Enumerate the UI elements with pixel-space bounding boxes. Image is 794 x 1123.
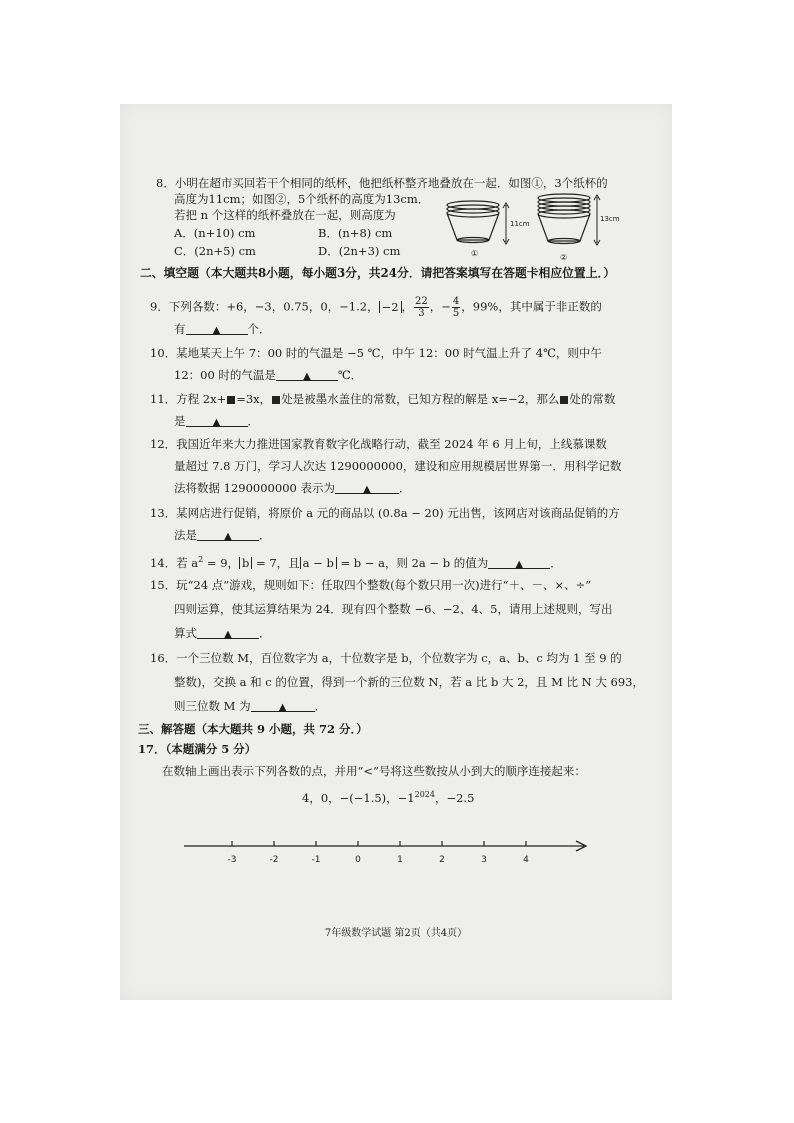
q12-line1: 12．我国近年来大力推进国家教育数字化战略行动，截至 2024 年 6 月上旬，上线慕课数	[150, 437, 607, 451]
section-3-heading: 三、解答题（本大题共 9 小题，共 72 分．）	[138, 722, 368, 736]
q11-line2: 是 ▲ ．	[174, 414, 259, 428]
q16-line1: 16．一个三位数 M，百位数字为 a，十位数字是 b，个位数字为 c，a、b、c 均为 1 至 9 的	[150, 651, 622, 665]
exam-page	[120, 104, 672, 1000]
q15-line1: 15．玩“24 点”游戏，规则如下：任取四个整数(每个数只用一次)进行“＋、－、×、÷”	[150, 578, 592, 592]
cup-stack-figure	[436, 188, 620, 268]
q10-line1: 10．某地某天上午 7：00 时的气温是 −5 ℃，中午 12：00 时气温上升了 4℃，则中午	[150, 346, 602, 360]
q13-line2: 法是 ▲ ．	[174, 528, 271, 542]
q9-answer-blank: ▲	[186, 322, 248, 335]
q11-line1: 11．方程 2x+ =3x， 处是被墨水盖住的常数，已知方程的解是 x=−2，那么 处的常数	[150, 392, 616, 406]
q9-text: 9．下列各数：+6，−3，0.75，0，−1.2，	[150, 299, 379, 314]
tick-label: -3	[227, 855, 237, 865]
tick-label: 1	[397, 855, 403, 865]
tick-label: 2	[439, 855, 445, 865]
q9-fraction-2: $\frac{4}{5}$	[452, 296, 460, 319]
cup-stack-2	[538, 194, 590, 244]
q8-option-b: B．(n+8) cm	[318, 226, 393, 240]
q12-line3: 法将数据 1290000000 表示为 ▲ ．	[174, 481, 411, 495]
ink-blot-icon	[227, 396, 235, 404]
q11-answer-blank: ▲	[186, 414, 248, 427]
ink-blot-icon	[560, 396, 568, 404]
q17-title: 17．（本题满分 5 分）	[138, 742, 257, 756]
tick-label: 3	[481, 855, 487, 865]
q8-line2: 高度为11cm；如图②，5个纸杯的高度为13cm．	[174, 192, 430, 206]
q15-answer-blank: ▲	[197, 626, 259, 639]
q16-line3: 则三位数 M 为 ▲ ．	[174, 699, 327, 713]
q8-option-a: A．(n+10) cm	[174, 226, 256, 240]
fig-label-11cm: 11cm	[510, 220, 530, 228]
q16-answer-blank: ▲	[251, 699, 315, 712]
fig-caption-1: ①	[471, 249, 479, 258]
q13-answer-blank: ▲	[197, 528, 259, 541]
q15-line2: 四则运算，使其运算结果为 24．现有四个整数 −6、−2、4、5，请用上述规则，写出	[174, 602, 613, 616]
q9-abs: −2	[379, 301, 402, 313]
q8-option-c: C．(2n+5) cm	[174, 244, 256, 258]
q13-line1: 13．某网店进行促销，将原价 a 元的商品以 (0.8a − 20) 元出售，该网店对该商品促销的方	[150, 506, 620, 520]
q12-answer-blank: ▲	[335, 481, 399, 494]
q8-option-d: D．(2n+3) cm	[318, 244, 401, 258]
q15-line3: 算式 ▲ ．	[174, 626, 271, 640]
tick-label: -1	[311, 855, 321, 865]
q9-fraction-1: $\frac{22}{3}$	[415, 296, 428, 319]
q17-numbers: 4，0，−(−1.5)，$-1^{2024}$，−2.5	[302, 790, 475, 805]
number-line	[180, 830, 600, 870]
q9-line2: 有 ▲ 个．	[174, 322, 271, 336]
q8-line3: 若把 n 个这样的纸杯叠放在一起，则高度为	[174, 208, 396, 222]
q12-line2: 量超过 7.8 万门，学习人次达 1290000000，建设和应用规模居世界第一．用科学记数	[174, 459, 622, 473]
q16-line2: 整数)，交换 a 和 c 的位置，得到一个新的三位数 N，若 a 比 b 大 2，且 M 比 N 大 693，	[174, 675, 644, 689]
cup-stack-1	[447, 201, 499, 243]
q8-line1: 8．小明在超市买回若干个相同的纸杯，他把纸杯整齐地叠放在一起．如图①，3个纸杯的	[156, 176, 608, 190]
q10-line2: 12：00 时的气温是 ▲ ℃．	[174, 368, 363, 382]
fig-label-13cm: 13cm	[600, 215, 620, 223]
tick-label: 0	[355, 855, 361, 865]
section-2-heading: 二、填空题（本大题共8小题，每小题3分，共24分．请把答案填写在答题卡相应位置上．）	[140, 266, 616, 280]
q10-answer-blank: ▲	[276, 368, 338, 381]
tick-label: -2	[269, 855, 279, 865]
page-footer: 7年级数学试题 第2页（共4页）	[324, 928, 468, 939]
q9-line1: 9．下列各数：+6，−3，0.75，0，−1.2， −2 ， $\frac{22}{3}$ ，− $\frac{4}{5}$ ，99%，其中属于非正数的	[150, 296, 602, 319]
q17-instruction: 在数轴上画出表示下列各数的点，并用“<”号将这些数按从小到大的顺序连接起来：	[162, 764, 586, 778]
fig-caption-2: ②	[560, 253, 568, 262]
q14-answer-blank: ▲	[488, 556, 550, 569]
tick-label: 4	[523, 855, 529, 865]
q14-line: 14．若 $a^2 = 9$， b = 7，且 a − b = b − a，则 2a − b 的值为 ▲ ．	[150, 555, 562, 570]
ink-blot-icon	[272, 396, 280, 404]
